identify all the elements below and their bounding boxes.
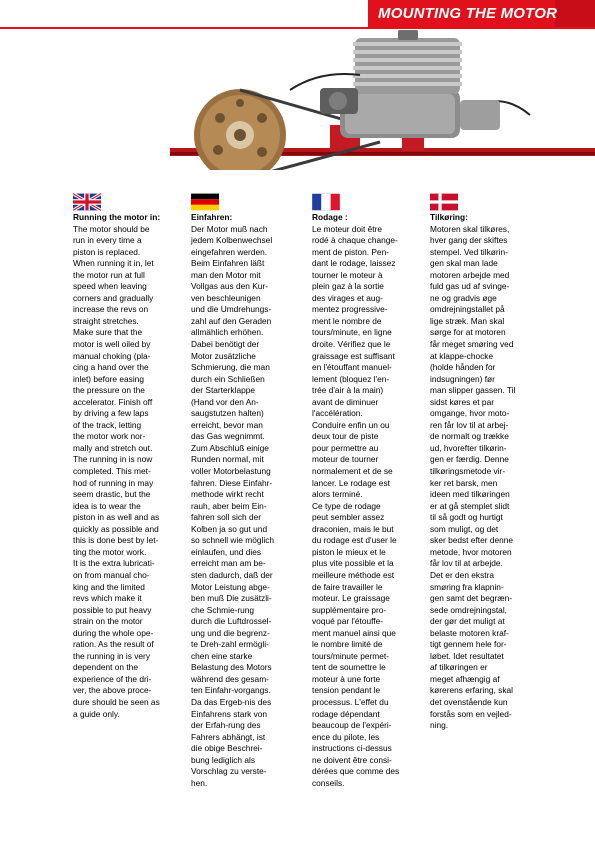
cylinder-fins [353, 30, 462, 94]
danish-flag-icon [430, 193, 458, 211]
uk-flag-icon [73, 193, 101, 211]
page-title: MOUNTING THE MOTOR [378, 5, 558, 22]
section-english [73, 212, 186, 720]
section-heading: Running the motor in: [73, 212, 161, 222]
section-heading: Einfahren: [191, 212, 233, 222]
section-body: Der Motor muß nach jedem Kolbenwechsel eingefahren werden. Beim Einfahren läßt man den Motor mit Vollgas aus den Kur- ven beschleunigen und die Umdrehungs- zahl auf den Geraden allmählich erhöhen. Dabei benötigt der Motor zusätzliche Schmierung, die man durch ein Schließen der Starterklappe (Hand vor den An- saugstutzen halten) erreicht, bevor man das Gas wegnimmt. Zum Abschluß einige Runden normal, mit voller Motorbelastung fahren. Diese Einfahr- methode wirkt recht rauh, aber beim Ein- fahren soll sich der Kolben ja so gut und so schnell wie möglich einlaufen, und dies erreicht man am be- sten dadurch, daß der Motor Leistung abge- ben muß Die zusätzli- che Schmie-rung durch die Luftdrossel- ung und die begrenz- te Dreh-zahl ermögli- chen eine starke Belastung des Motors während des gesam- ten Einfahr-vorgangs. Da das Ergeb-nis des Einfahrens stark von der Erfah-rung des Fahrers abhängt, ist die obige Beschrei- bung lediglich als Vorschlag zu verste- hen. [191, 223, 275, 788]
german-flag-icon [191, 193, 219, 211]
french-flag-icon [312, 193, 340, 211]
header-rule [0, 27, 595, 29]
engine-on-stand-photo [170, 30, 595, 170]
section-body: Motoren skal tilkøres, hver gang der skiftes stempel. Ved tilkørin- gen skal man lade motoren arbejde med fuld gas ud af svinge- ne og gradvis øge omdrejningstallet på lige stræk. Man skal sørge for at motoren får meget smøring ved at klappe-chocke (holde hånden for indsugningen) før man slipper gassen. Til sidst køres et par omgange, hvor moto- ren får lov til at arbej- de normalt og trække ud, hvorefter tilkørin- gen er færdig. Denne tilkøringsmetode vir- ker ret barsk, men ideen med tilkøringen er at gå stemplet slidt til så godt og hurtigt som muligt, og det sker bedst efter denne metode, hvor motoren får lov til at arbejde. Det er den ekstra smøring fra klapnin- gen samt det begræn- sede omdrejningstal, der gør det muligt at belaste motoren kraf- tigt gennem hele for- løbet. Idet resultatet af tilkøringen er meget afhængig af kørerens erfaring, skal det ovenstående kun forstås som en vejled- ning. [430, 223, 516, 731]
sprocket-icon [194, 89, 286, 170]
section-danish [430, 212, 543, 732]
section-heading: Tilkøring: [430, 212, 468, 222]
section-body: The motor should be run in every time a piston is replaced. When running it in, let the motor run at full speed when leaving corners and gradually increase the revs on straight stretches. Make sure that the motor is well oiled by manual choking (pla- cing a hand over the inlet) before easing the pressure on the accelerator. Finish off by driving a few laps of the track, letting the motor work nor- mally and stretch out. The running in is now completed. This met- hod of running in may seem drastic, but the idea is to wear the piston in as well and as quickly as possible and this is done best by let- ting the motor work. It is the extra lubricati- on from manual cho- king and the limited revs which make it possible to put heavy strain on the motor during the whole ope- ration. As the result of the running in is very dependent on the experience of the dri- ver, the above proce- dure should be seen as a guide only. [73, 223, 160, 719]
section-french [312, 212, 425, 789]
section-german [191, 212, 304, 789]
section-body: Le moteur doit être rodé à chaque change- ment de piston. Pen- dant le rodage, laissez tourner le moteur à plein gaz à la sortie des virages et aug- mentez progressive- ment le nombre de tours/minute, en ligne droite. Vérifiez que le graissage est suffisant en l'étouffant manuel- lement (bloquez l'en- trée d'air à la main) avant de diminuer l'accélération. Conduire enfin un ou deux tour de piste pour permettre au moteur de tourner normalement et de se lancer. Le rodage est alors terminé. Ce type de rodage peut sembler assez draconien, mais le but du rodage est d'user le piston le mieux et le plus vite possible et la meilleure méthode est de faire travailler le moteur. Le graissage supplémentaire pro- voqué par l'étouffe- ment manuel ainsi que le nombre limité de tours/minute permet- tent de soumettre le moteur à une forte tension pendant le processus. L'effet du rodage dépendant beaucoup de l'expéri- ence du pilote, les instructions ci-dessus ne doivent être consi- dérées que comme des conseils. [312, 223, 400, 788]
section-heading: Rodage : [312, 212, 348, 222]
